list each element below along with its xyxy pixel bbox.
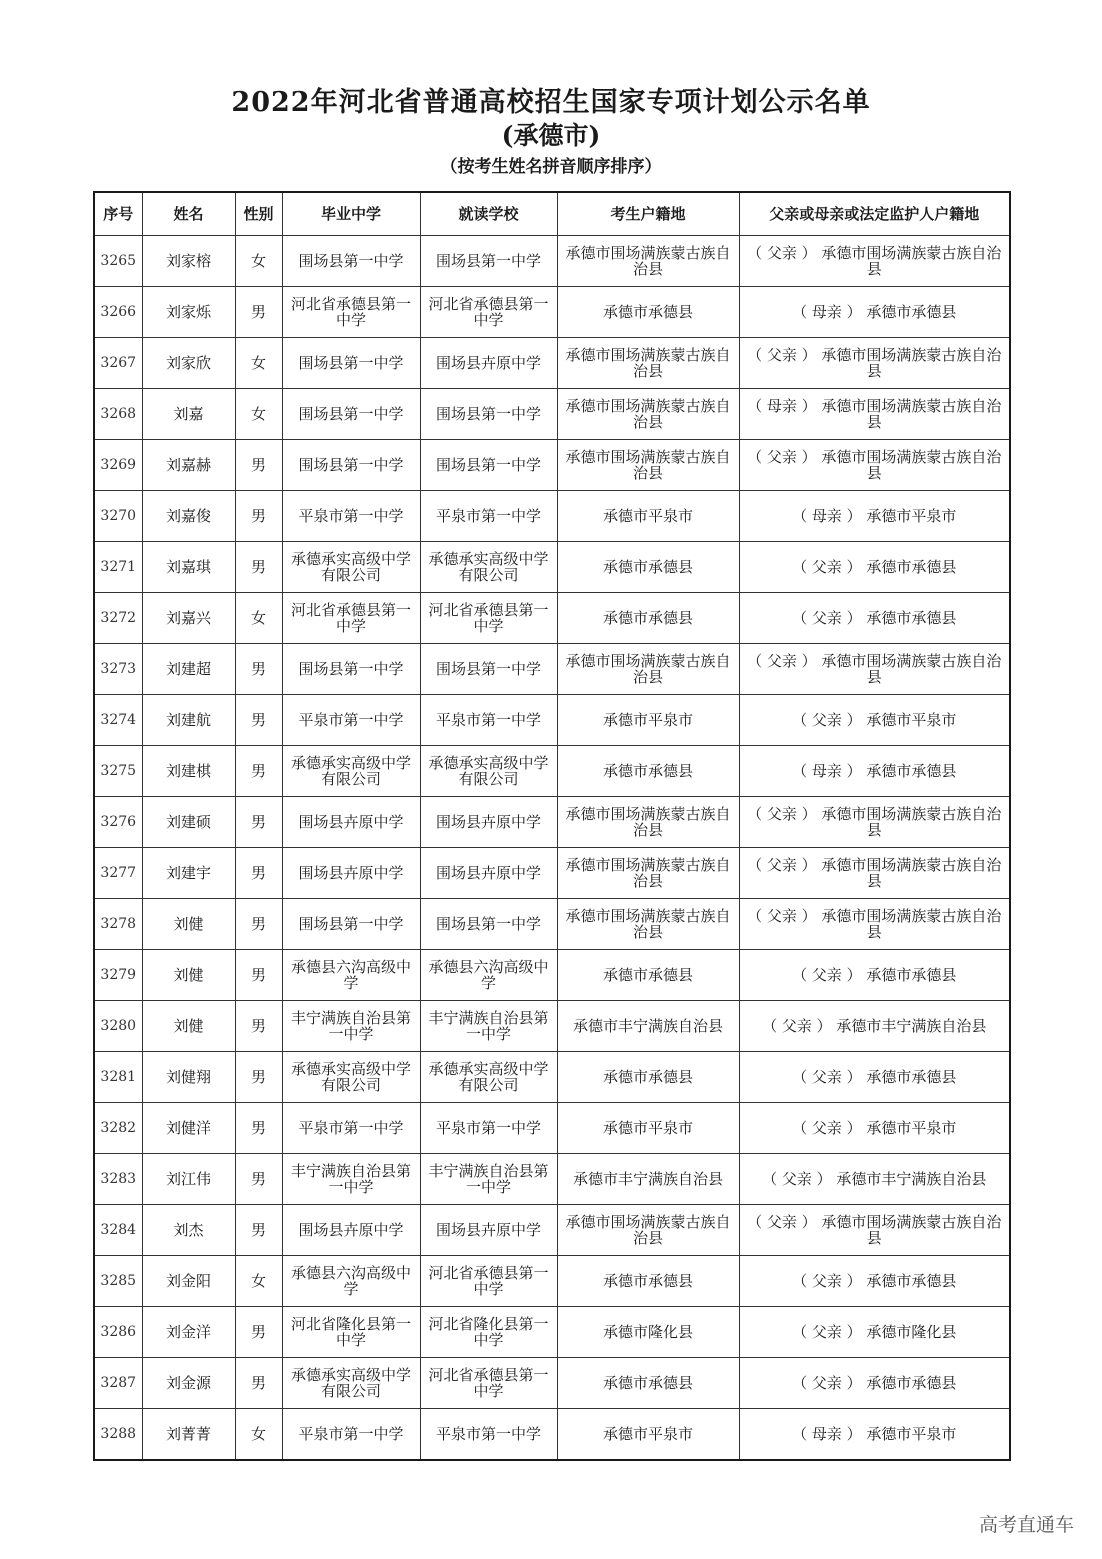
current-school-cell: 围场县卉原中学 xyxy=(420,797,557,848)
seq-cell: 3275 xyxy=(94,746,142,797)
document-subtitle: (承德市) xyxy=(501,121,601,150)
seq-cell: 3274 xyxy=(94,695,142,746)
graduation-school-cell: 平泉市第一中学 xyxy=(282,1103,420,1154)
current-school-cell: 承德承实高级中学有限公司 xyxy=(420,542,557,593)
name-cell: 刘金阳 xyxy=(142,1256,235,1307)
guardian-hukou-cell: （ 父亲 ） 承德市平泉市 xyxy=(739,1103,1010,1154)
guardian-hukou-cell: （ 母亲 ） 承德市平泉市 xyxy=(739,1409,1010,1461)
column-header-gender: 性别 xyxy=(235,192,282,236)
guardian-hukou-cell: （ 父亲 ） 承德市围场满族蒙古族自治县 xyxy=(739,644,1010,695)
graduation-school-cell: 承德承实高级中学有限公司 xyxy=(282,1358,420,1409)
guardian-hukou-cell: （ 母亲 ） 承德市平泉市 xyxy=(739,491,1010,542)
seq-cell: 3271 xyxy=(94,542,142,593)
name-cell: 刘建宇 xyxy=(142,848,235,899)
name-cell: 刘健洋 xyxy=(142,1103,235,1154)
column-header-seq: 序号 xyxy=(94,192,142,236)
gender-cell: 男 xyxy=(235,542,282,593)
graduation-school-cell: 丰宁满族自治县第一中学 xyxy=(282,1154,420,1205)
graduation-school-cell: 平泉市第一中学 xyxy=(282,695,420,746)
gender-cell: 男 xyxy=(235,1052,282,1103)
gender-cell: 男 xyxy=(235,695,282,746)
current-school-cell: 平泉市第一中学 xyxy=(420,491,557,542)
table-row xyxy=(94,1307,1010,1358)
student-hukou-cell: 承德市丰宁满族自治县 xyxy=(557,1001,739,1052)
student-hukou-cell: 承德市围场满族蒙古族自治县 xyxy=(557,848,739,899)
seq-cell: 3284 xyxy=(94,1205,142,1256)
student-hukou-cell: 承德市承德县 xyxy=(557,950,739,1001)
graduation-school-cell: 围场县第一中学 xyxy=(282,440,420,491)
seq-cell: 3270 xyxy=(94,491,142,542)
gender-cell: 女 xyxy=(235,593,282,644)
gender-cell: 女 xyxy=(235,1409,282,1461)
graduation-school-cell: 承德承实高级中学有限公司 xyxy=(282,542,420,593)
current-school-cell: 承德县六沟高级中学 xyxy=(420,950,557,1001)
current-school-cell: 河北省承德县第一中学 xyxy=(420,1358,557,1409)
graduation-school-cell: 围场县第一中学 xyxy=(282,338,420,389)
gender-cell: 男 xyxy=(235,1154,282,1205)
table-row xyxy=(94,848,1010,899)
seq-cell: 3282 xyxy=(94,1103,142,1154)
current-school-cell: 丰宁满族自治县第一中学 xyxy=(420,1001,557,1052)
seq-cell: 3279 xyxy=(94,950,142,1001)
guardian-hukou-cell: （ 父亲 ） 承德市围场满族蒙古族自治县 xyxy=(739,899,1010,950)
guardian-hukou-cell: （ 父亲 ） 承德市围场满族蒙古族自治县 xyxy=(739,1205,1010,1256)
column-header-graduation-school: 毕业中学 xyxy=(282,192,420,236)
name-cell: 刘建超 xyxy=(142,644,235,695)
graduation-school-cell: 平泉市第一中学 xyxy=(282,491,420,542)
table-row xyxy=(94,1205,1010,1256)
graduation-school-cell: 围场县卉原中学 xyxy=(282,1205,420,1256)
table-row xyxy=(94,797,1010,848)
student-hukou-cell: 承德市围场满族蒙古族自治县 xyxy=(557,797,739,848)
student-hukou-cell: 承德市围场满族蒙古族自治县 xyxy=(557,1205,739,1256)
name-cell: 刘健 xyxy=(142,1001,235,1052)
gender-cell: 男 xyxy=(235,797,282,848)
name-cell: 刘金源 xyxy=(142,1358,235,1409)
table-row xyxy=(94,491,1010,542)
gender-cell: 女 xyxy=(235,236,282,287)
name-cell: 刘健 xyxy=(142,950,235,1001)
seq-cell: 3287 xyxy=(94,1358,142,1409)
guardian-hukou-cell: （ 父亲 ） 承德市承德县 xyxy=(739,593,1010,644)
seq-cell: 3278 xyxy=(94,899,142,950)
name-cell: 刘杰 xyxy=(142,1205,235,1256)
guardian-hukou-cell: （ 父亲 ） 承德市承德县 xyxy=(739,950,1010,1001)
graduation-school-cell: 承德县六沟高级中学 xyxy=(282,950,420,1001)
graduation-school-cell: 承德县六沟高级中学 xyxy=(282,1256,420,1307)
gender-cell: 男 xyxy=(235,440,282,491)
table-row xyxy=(94,950,1010,1001)
current-school-cell: 围场县第一中学 xyxy=(420,236,557,287)
gender-cell: 女 xyxy=(235,389,282,440)
graduation-school-cell: 围场县第一中学 xyxy=(282,899,420,950)
current-school-cell: 围场县第一中学 xyxy=(420,389,557,440)
name-cell: 刘嘉兴 xyxy=(142,593,235,644)
graduation-school-cell: 承德承实高级中学有限公司 xyxy=(282,746,420,797)
seq-cell: 3266 xyxy=(94,287,142,338)
guardian-hukou-cell: （ 父亲 ） 承德市承德县 xyxy=(739,542,1010,593)
graduation-school-cell: 河北省隆化县第一中学 xyxy=(282,1307,420,1358)
name-cell: 刘菁菁 xyxy=(142,1409,235,1461)
student-hukou-cell: 承德市平泉市 xyxy=(557,695,739,746)
table-row xyxy=(94,644,1010,695)
student-hukou-cell: 承德市围场满族蒙古族自治县 xyxy=(557,440,739,491)
graduation-school-cell: 河北省承德县第一中学 xyxy=(282,287,420,338)
current-school-cell: 承德承实高级中学有限公司 xyxy=(420,1052,557,1103)
seq-cell: 3283 xyxy=(94,1154,142,1205)
seq-cell: 3272 xyxy=(94,593,142,644)
document-header xyxy=(0,86,1102,180)
name-cell: 刘嘉琪 xyxy=(142,542,235,593)
document-title: 2022年河北省普通高校招生国家专项计划公示名单 xyxy=(231,87,871,118)
gender-cell: 女 xyxy=(235,338,282,389)
table-body xyxy=(94,236,1010,1461)
gender-cell: 男 xyxy=(235,287,282,338)
graduation-school-cell: 围场县卉原中学 xyxy=(282,848,420,899)
graduation-school-cell: 围场县第一中学 xyxy=(282,644,420,695)
guardian-hukou-cell: （ 母亲 ） 承德市承德县 xyxy=(739,746,1010,797)
student-hukou-cell: 承德市承德县 xyxy=(557,1052,739,1103)
name-cell: 刘家烁 xyxy=(142,287,235,338)
current-school-cell: 河北省承德县第一中学 xyxy=(420,593,557,644)
graduation-school-cell: 承德承实高级中学有限公司 xyxy=(282,1052,420,1103)
name-cell: 刘建棋 xyxy=(142,746,235,797)
gender-cell: 男 xyxy=(235,1358,282,1409)
roster-table xyxy=(93,191,1011,1461)
guardian-hukou-cell: （ 父亲 ） 承德市围场满族蒙古族自治县 xyxy=(739,440,1010,491)
student-hukou-cell: 承德市承德县 xyxy=(557,1256,739,1307)
name-cell: 刘嘉 xyxy=(142,389,235,440)
graduation-school-cell: 围场县卉原中学 xyxy=(282,797,420,848)
student-hukou-cell: 承德市丰宁满族自治县 xyxy=(557,1154,739,1205)
name-cell: 刘健 xyxy=(142,899,235,950)
current-school-cell: 河北省承德县第一中学 xyxy=(420,1256,557,1307)
table-row xyxy=(94,746,1010,797)
student-hukou-cell: 承德市围场满族蒙古族自治县 xyxy=(557,389,739,440)
current-school-cell: 平泉市第一中学 xyxy=(420,695,557,746)
student-hukou-cell: 承德市承德县 xyxy=(557,1358,739,1409)
student-hukou-cell: 承德市平泉市 xyxy=(557,1103,739,1154)
gender-cell: 女 xyxy=(235,1256,282,1307)
graduation-school-cell: 河北省承德县第一中学 xyxy=(282,593,420,644)
current-school-cell: 围场县第一中学 xyxy=(420,644,557,695)
table-row xyxy=(94,236,1010,287)
name-cell: 刘建航 xyxy=(142,695,235,746)
student-hukou-cell: 承德市围场满族蒙古族自治县 xyxy=(557,899,739,950)
guardian-hukou-cell: （ 父亲 ） 承德市隆化县 xyxy=(739,1307,1010,1358)
seq-cell: 3273 xyxy=(94,644,142,695)
graduation-school-cell: 丰宁满族自治县第一中学 xyxy=(282,1001,420,1052)
student-hukou-cell: 承德市承德县 xyxy=(557,593,739,644)
gender-cell: 男 xyxy=(235,644,282,695)
student-hukou-cell: 承德市平泉市 xyxy=(557,491,739,542)
guardian-hukou-cell: （ 母亲 ） 承德市围场满族蒙古族自治县 xyxy=(739,389,1010,440)
current-school-cell: 平泉市第一中学 xyxy=(420,1103,557,1154)
table-row xyxy=(94,593,1010,644)
column-header-guardian-hukou: 父亲或母亲或法定监护人户籍地 xyxy=(739,192,1010,236)
current-school-cell: 围场县卉原中学 xyxy=(420,848,557,899)
name-cell: 刘嘉俊 xyxy=(142,491,235,542)
name-cell: 刘家欣 xyxy=(142,338,235,389)
name-cell: 刘江伟 xyxy=(142,1154,235,1205)
guardian-hukou-cell: （ 父亲 ） 承德市承德县 xyxy=(739,1358,1010,1409)
table-header-row xyxy=(94,192,1010,236)
watermark-text: 高考直通车 xyxy=(978,1514,1074,1536)
table-row xyxy=(94,1001,1010,1052)
seq-cell: 3285 xyxy=(94,1256,142,1307)
graduation-school-cell: 围场县第一中学 xyxy=(282,236,420,287)
gender-cell: 男 xyxy=(235,1001,282,1052)
sort-note: （按考生姓名拼音顺序排序） xyxy=(440,157,662,177)
seq-cell: 3268 xyxy=(94,389,142,440)
table-row xyxy=(94,287,1010,338)
current-school-cell: 围场县第一中学 xyxy=(420,899,557,950)
guardian-hukou-cell: （ 父亲 ） 承德市围场满族蒙古族自治县 xyxy=(739,848,1010,899)
guardian-hukou-cell: （ 父亲 ） 承德市围场满族蒙古族自治县 xyxy=(739,338,1010,389)
seq-cell: 3286 xyxy=(94,1307,142,1358)
name-cell: 刘建硕 xyxy=(142,797,235,848)
seq-cell: 3267 xyxy=(94,338,142,389)
table-row xyxy=(94,695,1010,746)
current-school-cell: 河北省承德县第一中学 xyxy=(420,287,557,338)
table-row xyxy=(94,1358,1010,1409)
guardian-hukou-cell: （ 父亲 ） 承德市围场满族蒙古族自治县 xyxy=(739,236,1010,287)
table-row xyxy=(94,389,1010,440)
table-row xyxy=(94,440,1010,491)
column-header-student-hukou: 考生户籍地 xyxy=(557,192,739,236)
current-school-cell: 承德承实高级中学有限公司 xyxy=(420,746,557,797)
table-row xyxy=(94,1103,1010,1154)
student-hukou-cell: 承德市承德县 xyxy=(557,287,739,338)
graduation-school-cell: 围场县第一中学 xyxy=(282,389,420,440)
seq-cell: 3265 xyxy=(94,236,142,287)
gender-cell: 男 xyxy=(235,1205,282,1256)
gender-cell: 男 xyxy=(235,491,282,542)
table-row xyxy=(94,542,1010,593)
table-row xyxy=(94,1154,1010,1205)
student-hukou-cell: 承德市平泉市 xyxy=(557,1409,739,1461)
seq-cell: 3276 xyxy=(94,797,142,848)
name-cell: 刘健翔 xyxy=(142,1052,235,1103)
student-hukou-cell: 承德市围场满族蒙古族自治县 xyxy=(557,338,739,389)
student-hukou-cell: 承德市承德县 xyxy=(557,746,739,797)
guardian-hukou-cell: （ 父亲 ） 承德市丰宁满族自治县 xyxy=(739,1154,1010,1205)
guardian-hukou-cell: （ 父亲 ） 承德市承德县 xyxy=(739,1052,1010,1103)
student-hukou-cell: 承德市隆化县 xyxy=(557,1307,739,1358)
seq-cell: 3288 xyxy=(94,1409,142,1461)
current-school-cell: 丰宁满族自治县第一中学 xyxy=(420,1154,557,1205)
graduation-school-cell: 平泉市第一中学 xyxy=(282,1409,420,1461)
table-row xyxy=(94,899,1010,950)
current-school-cell: 围场县第一中学 xyxy=(420,440,557,491)
name-cell: 刘金洋 xyxy=(142,1307,235,1358)
table-row xyxy=(94,1052,1010,1103)
student-hukou-cell: 承德市承德县 xyxy=(557,542,739,593)
gender-cell: 男 xyxy=(235,899,282,950)
current-school-cell: 围场县卉原中学 xyxy=(420,1205,557,1256)
name-cell: 刘嘉赫 xyxy=(142,440,235,491)
guardian-hukou-cell: （ 父亲 ） 承德市承德县 xyxy=(739,1256,1010,1307)
column-header-name: 姓名 xyxy=(142,192,235,236)
gender-cell: 男 xyxy=(235,1307,282,1358)
student-hukou-cell: 承德市围场满族蒙古族自治县 xyxy=(557,644,739,695)
current-school-cell: 平泉市第一中学 xyxy=(420,1409,557,1461)
seq-cell: 3277 xyxy=(94,848,142,899)
guardian-hukou-cell: （ 父亲 ） 承德市平泉市 xyxy=(739,695,1010,746)
guardian-hukou-cell: （ 父亲 ） 承德市丰宁满族自治县 xyxy=(739,1001,1010,1052)
gender-cell: 男 xyxy=(235,848,282,899)
name-cell: 刘家榕 xyxy=(142,236,235,287)
guardian-hukou-cell: （ 父亲 ） 承德市围场满族蒙古族自治县 xyxy=(739,797,1010,848)
column-header-current-school: 就读学校 xyxy=(420,192,557,236)
guardian-hukou-cell: （ 母亲 ） 承德市承德县 xyxy=(739,287,1010,338)
gender-cell: 男 xyxy=(235,746,282,797)
seq-cell: 3280 xyxy=(94,1001,142,1052)
current-school-cell: 围场县卉原中学 xyxy=(420,338,557,389)
table-row xyxy=(94,1256,1010,1307)
seq-cell: 3269 xyxy=(94,440,142,491)
gender-cell: 男 xyxy=(235,950,282,1001)
gender-cell: 男 xyxy=(235,1103,282,1154)
student-hukou-cell: 承德市围场满族蒙古族自治县 xyxy=(557,236,739,287)
table-row xyxy=(94,338,1010,389)
current-school-cell: 河北省隆化县第一中学 xyxy=(420,1307,557,1358)
seq-cell: 3281 xyxy=(94,1052,142,1103)
table-row xyxy=(94,1409,1010,1461)
